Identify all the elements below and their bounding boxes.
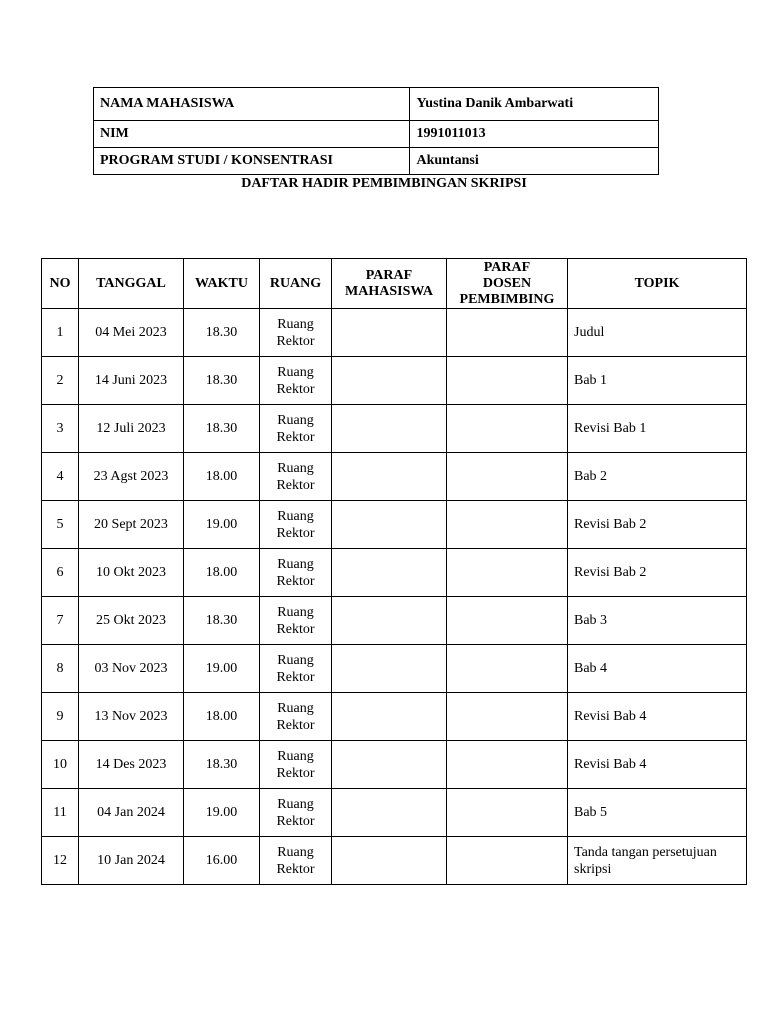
cell-no: 2 — [42, 357, 79, 405]
cell-topik: Bab 5 — [568, 789, 747, 837]
cell-paraf-mahasiswa — [332, 501, 447, 549]
header-ruang: RUANG — [260, 259, 332, 309]
cell-topik: Judul — [568, 309, 747, 357]
header-row — [42, 259, 747, 309]
cell-paraf-dosen — [447, 309, 568, 357]
cell-paraf-mahasiswa — [332, 357, 447, 405]
cell-paraf-dosen — [447, 597, 568, 645]
ruang-line: Ruang — [277, 796, 314, 812]
attendance-table — [41, 258, 747, 885]
cell-ruang — [260, 837, 332, 885]
info-value: 1991011013 — [410, 121, 659, 148]
cell-no: 4 — [42, 453, 79, 501]
cell-ruang — [260, 357, 332, 405]
header-line: PARAF — [365, 267, 413, 283]
attendance-body — [42, 309, 747, 885]
header-no: NO — [42, 259, 79, 309]
ruang-line: Rektor — [276, 477, 315, 493]
ruang-line: Rektor — [276, 861, 315, 877]
cell-waktu: 18.00 — [184, 693, 260, 741]
cell-paraf-dosen — [447, 405, 568, 453]
cell-waktu: 18.30 — [184, 405, 260, 453]
ruang-line: Ruang — [277, 412, 314, 428]
student-info-table — [93, 87, 659, 175]
cell-topik: Revisi Bab 4 — [568, 741, 747, 789]
cell-tanggal: 13 Nov 2023 — [79, 693, 184, 741]
cell-paraf-mahasiswa — [332, 837, 447, 885]
cell-topik: Bab 1 — [568, 357, 747, 405]
cell-no: 1 — [42, 309, 79, 357]
ruang-line: Rektor — [276, 573, 315, 589]
cell-topik: Revisi Bab 1 — [568, 405, 747, 453]
info-label: NIM — [94, 121, 410, 148]
cell-tanggal: 04 Jan 2024 — [79, 789, 184, 837]
ruang-line: Ruang — [277, 652, 314, 668]
table-row — [42, 597, 747, 645]
cell-tanggal: 20 Sept 2023 — [79, 501, 184, 549]
cell-no: 7 — [42, 597, 79, 645]
cell-no: 10 — [42, 741, 79, 789]
cell-paraf-mahasiswa — [332, 549, 447, 597]
table-row — [42, 357, 747, 405]
cell-tanggal: 23 Agst 2023 — [79, 453, 184, 501]
table-row — [42, 789, 747, 837]
ruang-line: Rektor — [276, 333, 315, 349]
ruang-line: Ruang — [277, 700, 314, 716]
ruang-line: Ruang — [277, 748, 314, 764]
cell-topik: Tanda tangan persetujuan skripsi — [568, 837, 747, 885]
cell-paraf-dosen — [447, 741, 568, 789]
cell-topik: Revisi Bab 2 — [568, 549, 747, 597]
cell-paraf-dosen — [447, 453, 568, 501]
info-row-nama — [94, 88, 659, 121]
ruang-line: Rektor — [276, 717, 315, 733]
cell-ruang — [260, 789, 332, 837]
cell-topik: Bab 4 — [568, 645, 747, 693]
cell-waktu: 16.00 — [184, 837, 260, 885]
ruang-line: Ruang — [277, 460, 314, 476]
cell-topik: Bab 3 — [568, 597, 747, 645]
info-label: NAMA MAHASISWA — [94, 88, 410, 121]
cell-ruang — [260, 645, 332, 693]
cell-tanggal: 10 Okt 2023 — [79, 549, 184, 597]
cell-waktu: 18.30 — [184, 741, 260, 789]
cell-ruang — [260, 693, 332, 741]
cell-paraf-mahasiswa — [332, 645, 447, 693]
ruang-line: Rektor — [276, 429, 315, 445]
cell-paraf-dosen — [447, 645, 568, 693]
cell-paraf-dosen — [447, 501, 568, 549]
cell-tanggal: 04 Mei 2023 — [79, 309, 184, 357]
cell-no: 12 — [42, 837, 79, 885]
table-row — [42, 693, 747, 741]
cell-waktu: 18.30 — [184, 597, 260, 645]
ruang-line: Rektor — [276, 765, 315, 781]
info-row-nim — [94, 121, 659, 148]
table-row — [42, 309, 747, 357]
header-line: MAHASISWA — [345, 283, 433, 299]
ruang-line: Ruang — [277, 844, 314, 860]
cell-paraf-dosen — [447, 693, 568, 741]
cell-ruang — [260, 549, 332, 597]
header-tanggal: TANGGAL — [79, 259, 184, 309]
header-paraf-dosen — [447, 259, 568, 309]
cell-tanggal: 14 Des 2023 — [79, 741, 184, 789]
cell-no: 8 — [42, 645, 79, 693]
table-row — [42, 501, 747, 549]
ruang-line: Rektor — [276, 381, 315, 397]
ruang-line: Rektor — [276, 669, 315, 685]
ruang-line: Ruang — [277, 604, 314, 620]
cell-waktu: 18.30 — [184, 309, 260, 357]
cell-ruang — [260, 453, 332, 501]
info-value: Yustina Danik Ambarwati — [410, 88, 659, 121]
table-row — [42, 741, 747, 789]
cell-ruang — [260, 405, 332, 453]
cell-waktu: 19.00 — [184, 501, 260, 549]
cell-no: 5 — [42, 501, 79, 549]
cell-paraf-dosen — [447, 549, 568, 597]
cell-paraf-mahasiswa — [332, 741, 447, 789]
header-topik: TOPIK — [568, 259, 747, 309]
cell-paraf-mahasiswa — [332, 405, 447, 453]
cell-tanggal: 10 Jan 2024 — [79, 837, 184, 885]
cell-ruang — [260, 309, 332, 357]
header-line: PEMBIMBING — [459, 291, 555, 307]
table-row — [42, 645, 747, 693]
ruang-line: Rektor — [276, 621, 315, 637]
cell-paraf-mahasiswa — [332, 597, 447, 645]
cell-tanggal: 03 Nov 2023 — [79, 645, 184, 693]
table-row — [42, 549, 747, 597]
ruang-line: Ruang — [277, 508, 314, 524]
cell-topik: Revisi Bab 2 — [568, 501, 747, 549]
cell-ruang — [260, 597, 332, 645]
cell-waktu: 18.30 — [184, 357, 260, 405]
cell-no: 3 — [42, 405, 79, 453]
cell-paraf-mahasiswa — [332, 693, 447, 741]
table-row — [42, 453, 747, 501]
document-title: DAFTAR HADIR PEMBIMBINGAN SKRIPSI — [241, 176, 527, 191]
cell-paraf-mahasiswa — [332, 789, 447, 837]
info-value: Akuntansi — [410, 148, 659, 175]
ruang-line: Ruang — [277, 316, 314, 332]
cell-waktu: 18.00 — [184, 453, 260, 501]
cell-paraf-dosen — [447, 357, 568, 405]
cell-paraf-mahasiswa — [332, 309, 447, 357]
cell-tanggal: 14 Juni 2023 — [79, 357, 184, 405]
cell-topik: Revisi Bab 4 — [568, 693, 747, 741]
cell-tanggal: 25 Okt 2023 — [79, 597, 184, 645]
cell-tanggal: 12 Juli 2023 — [79, 405, 184, 453]
cell-waktu: 19.00 — [184, 645, 260, 693]
cell-ruang — [260, 501, 332, 549]
cell-waktu: 19.00 — [184, 789, 260, 837]
table-row — [42, 837, 747, 885]
cell-waktu: 18.00 — [184, 549, 260, 597]
cell-topik: Bab 2 — [568, 453, 747, 501]
ruang-line: Ruang — [277, 364, 314, 380]
cell-no: 9 — [42, 693, 79, 741]
ruang-line: Ruang — [277, 556, 314, 572]
header-line: PARAF — [483, 259, 531, 275]
cell-paraf-mahasiswa — [332, 453, 447, 501]
info-row-program — [94, 148, 659, 175]
ruang-line: Rektor — [276, 813, 315, 829]
header-waktu: WAKTU — [184, 259, 260, 309]
header-paraf-mahasiswa — [332, 259, 447, 309]
cell-ruang — [260, 741, 332, 789]
cell-no: 11 — [42, 789, 79, 837]
info-label: PROGRAM STUDI / KONSENTRASI — [94, 148, 410, 175]
table-row — [42, 405, 747, 453]
cell-paraf-dosen — [447, 789, 568, 837]
ruang-line: Rektor — [276, 525, 315, 541]
header-line: DOSEN — [482, 275, 532, 291]
cell-paraf-dosen — [447, 837, 568, 885]
cell-no: 6 — [42, 549, 79, 597]
